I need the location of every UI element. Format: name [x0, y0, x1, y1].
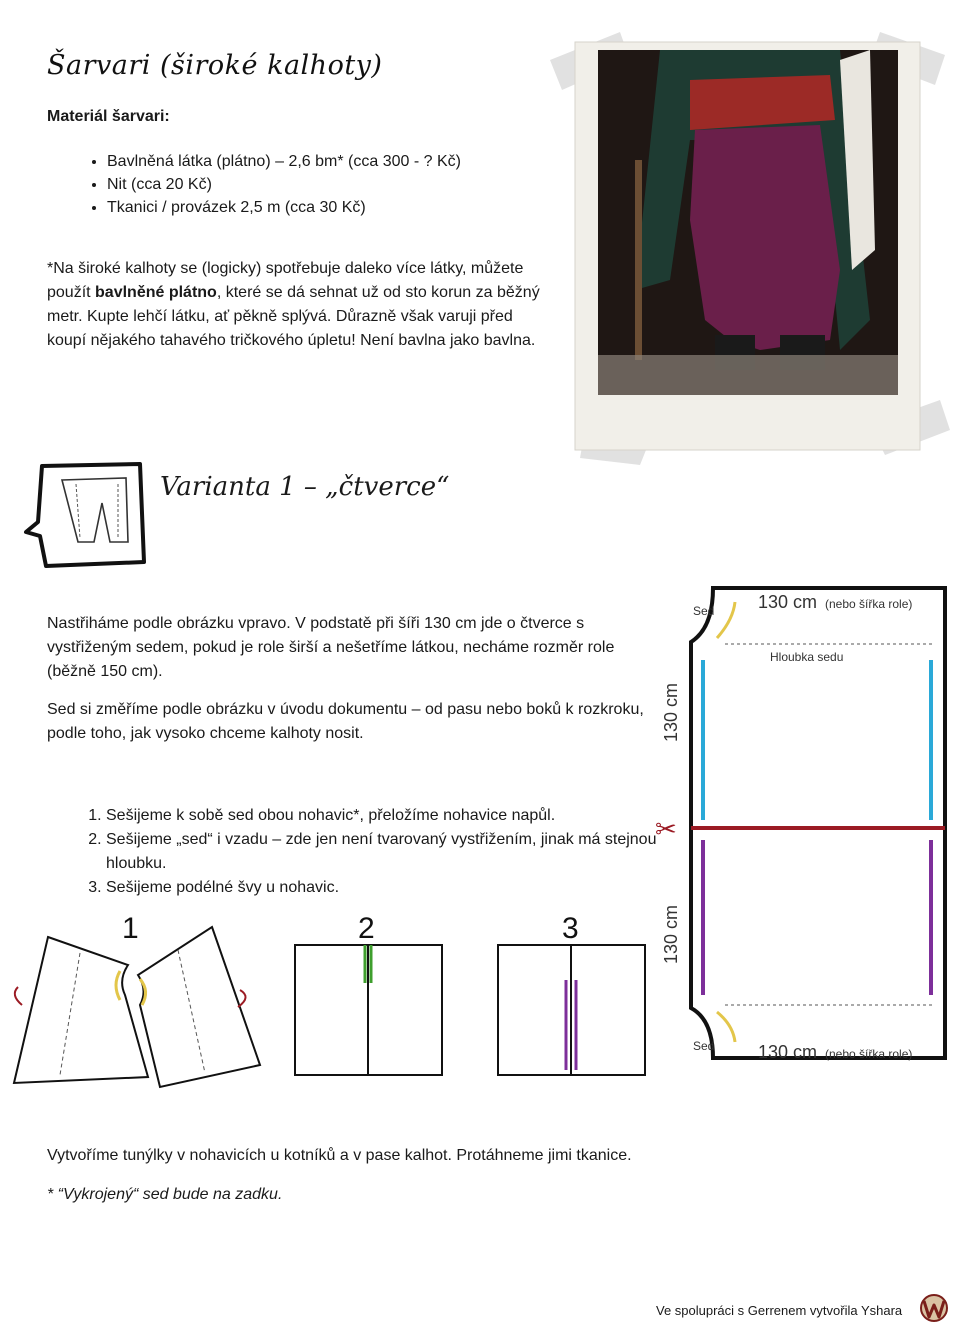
sed-label-top: Sed [693, 604, 715, 618]
footnote: * “Vykrojený“ sed bude na zadku. [47, 1186, 283, 1203]
material-item: • Nit (cca 20 Kč) [107, 173, 461, 196]
cutting-pattern-diagram [655, 580, 960, 1070]
step1-right-piece [138, 927, 260, 1087]
top-width-label: 130 cm [758, 592, 818, 612]
step3-folded [498, 945, 645, 1075]
material-item: • Tkanici / provázek 2,5 m (cca 30 Kč) [107, 196, 461, 219]
material-heading: Materiál šarvari: [47, 108, 170, 125]
photo-staff [635, 160, 642, 360]
height-label-top: 130 cm [661, 682, 681, 742]
height-label-bottom: 130 cm [661, 904, 681, 964]
sewing-step: 1. Sešijeme k sobě sed obou nohavic*, přeložíme nohavice napůl. [106, 804, 701, 828]
seat-measure-instructions: Sed si změříme podle obrázku v úvodu dokumentu – od pasu nebo boků k rozkroku, podle toho, jak vysoko chceme kalhoty nosit. [47, 701, 644, 742]
seat-depth-label: Hloubka sedu [770, 650, 844, 664]
step2-folded [295, 945, 442, 1075]
sewing-step: 2. Sešijeme „sed“ i vzadu – zde jen není tvarovaný vystřižením, jinak má stejnou hloubku. [106, 828, 701, 876]
material-item: • Bavlněná látka (plátno) – 2,6 bm* (cca 300 - ? Kč) [107, 150, 461, 173]
step-label-2: 2 [358, 912, 375, 945]
tunnel-instructions: Vytvoříme tunýlky v nohavicích u kotníků a v pase kalhot. Protáhneme jimi tkanice. [47, 1147, 632, 1164]
footer-credit: Ve spolupráci s Gerrenem vytvořila Yshara [656, 1303, 903, 1318]
note-text: *Na široké kalhoty se (logicky) spotřebuje daleko více látky, můžete použít [47, 260, 524, 301]
step1-left-piece [14, 937, 148, 1083]
bottom-width-note: (nebo šířka role) [825, 1047, 913, 1061]
sewing-steps-illustration [0, 905, 655, 1100]
bottom-width-label: 130 cm [758, 1042, 818, 1062]
step-label-1: 1 [122, 912, 139, 945]
variant-heading: Varianta 1 – „čtverce“ [160, 472, 450, 502]
cutting-instructions: Nastřiháme podle obrázku vpravo. V podstatě při šíři 130 cm jde o čtverce s vystřiženým sedem, pokud je role širší a nešetříme látkou, necháme rozměr role (běžně 150 cm). [47, 615, 615, 680]
sewing-step: 3. Sešijeme podélné švy u nohavic. [106, 876, 701, 900]
note-bold: bavlněné plátno [95, 284, 217, 301]
top-width-note: (nebo šířka role) [825, 597, 913, 611]
scissors-icon: ✂ [655, 814, 677, 844]
polaroid-photo [540, 20, 960, 470]
fabric-note [47, 257, 547, 353]
author-logo-icon [917, 1293, 951, 1323]
trousers-sketch-icon [20, 458, 150, 576]
photo-ground [598, 355, 898, 395]
page-title: Šarvari (široké kalhoty) [47, 50, 383, 81]
sewing-steps [47, 804, 701, 900]
material-list [47, 150, 461, 219]
step-label-3: 3 [562, 912, 579, 945]
photo-trousers [690, 125, 840, 350]
sed-label-bottom: Sed [693, 1039, 715, 1053]
note-text: , které se dá sehnat už od sto korun za běžný metr. Kupte lehčí látku, ať pěkně splývá. Důrazně však varuji před koupí nějakého tahavého tričkového úpletu! Není bavlna jako bavlna. [47, 284, 540, 349]
